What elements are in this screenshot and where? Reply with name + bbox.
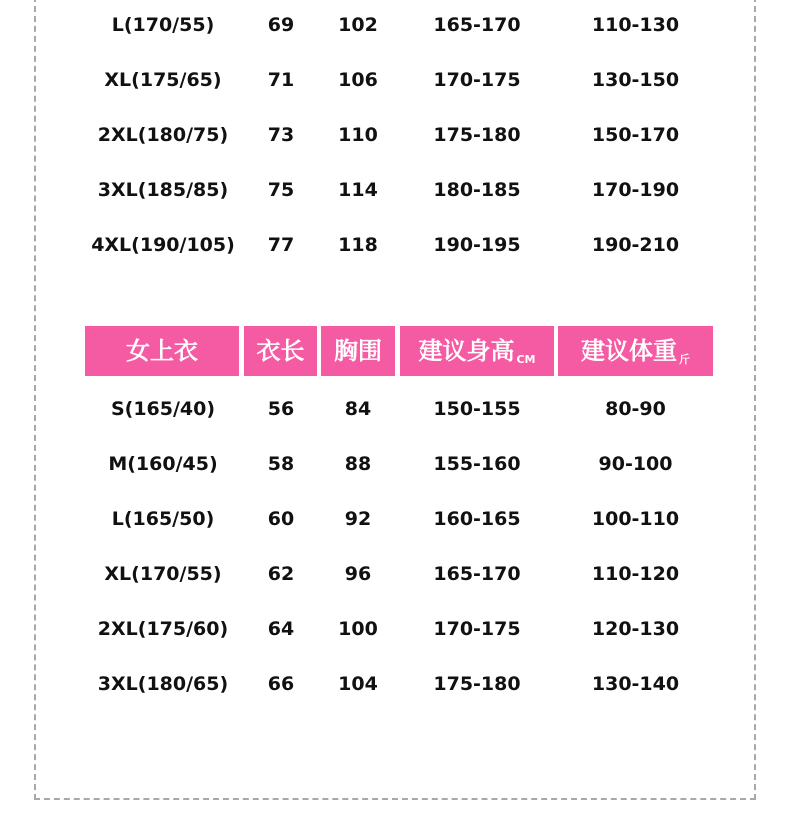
weight-cell: 130-140 <box>591 673 680 695</box>
weight-cell: 80-90 <box>605 398 666 420</box>
weight-cell: 110-130 <box>591 14 680 36</box>
table-row <box>0 614 790 644</box>
chest-cell: 92 <box>344 508 372 530</box>
size-cell: 3XL(180/65) <box>97 673 229 695</box>
table-row <box>0 394 790 424</box>
length-cell: 60 <box>267 508 295 530</box>
height-cell: 150-155 <box>433 398 521 420</box>
length-cell: 77 <box>267 234 295 256</box>
size-cell: 3XL(185/85) <box>97 179 229 201</box>
chest-cell: 100 <box>338 618 378 640</box>
size-cell: S(165/40) <box>110 398 216 420</box>
size-cell: L(165/50) <box>111 508 215 530</box>
height-unit: CM <box>516 353 536 366</box>
header-suggested-height: 建议身高 CM <box>400 326 554 376</box>
chest-cell: 114 <box>338 179 378 201</box>
size-cell: 2XL(180/75) <box>97 124 229 146</box>
height-cell: 155-160 <box>433 453 521 475</box>
chest-cell: 104 <box>338 673 378 695</box>
header-suggested-weight: 建议体重 斤 <box>558 326 713 376</box>
chest-cell: 88 <box>344 453 372 475</box>
weight-cell: 150-170 <box>591 124 680 146</box>
height-cell: 190-195 <box>433 234 521 256</box>
table-row <box>0 559 790 589</box>
chest-cell: 118 <box>338 234 378 256</box>
table-row <box>0 669 790 699</box>
weight-cell: 190-210 <box>591 234 680 256</box>
height-cell: 180-185 <box>433 179 521 201</box>
weight-cell: 110-120 <box>591 563 680 585</box>
weight-cell: 170-190 <box>591 179 680 201</box>
table-row <box>0 449 790 479</box>
chest-cell: 102 <box>338 14 378 36</box>
length-cell: 64 <box>267 618 295 640</box>
table-row <box>0 10 790 40</box>
header-chest: 胸围 <box>321 326 395 376</box>
header-length: 衣长 <box>244 326 317 376</box>
weight-unit: 斤 <box>679 353 690 366</box>
height-cell: 165-170 <box>433 563 521 585</box>
table-row <box>0 230 790 260</box>
header-women-top: 女上衣 <box>85 326 239 376</box>
height-cell: 175-180 <box>433 673 521 695</box>
length-cell: 56 <box>267 398 295 420</box>
length-cell: 58 <box>267 453 295 475</box>
table-row <box>0 504 790 534</box>
height-cell: 165-170 <box>433 14 521 36</box>
weight-cell: 120-130 <box>591 618 680 640</box>
weight-cell: 100-110 <box>591 508 680 530</box>
size-cell: 2XL(175/60) <box>97 618 229 640</box>
size-cell: 4XL(190/105) <box>91 234 235 256</box>
length-cell: 62 <box>267 563 295 585</box>
length-cell: 69 <box>267 14 295 36</box>
size-cell: XL(170/55) <box>104 563 222 585</box>
height-cell: 170-175 <box>433 69 521 91</box>
size-cell: M(160/45) <box>108 453 218 475</box>
weight-cell: 90-100 <box>598 453 673 475</box>
chest-cell: 96 <box>344 563 372 585</box>
chest-cell: 110 <box>338 124 378 146</box>
height-cell: 175-180 <box>433 124 521 146</box>
length-cell: 73 <box>267 124 295 146</box>
table-row <box>0 175 790 205</box>
chest-cell: 106 <box>338 69 378 91</box>
size-cell: XL(175/65) <box>104 69 222 91</box>
length-cell: 75 <box>267 179 295 201</box>
height-cell: 170-175 <box>433 618 521 640</box>
table-row <box>0 65 790 95</box>
length-cell: 66 <box>267 673 295 695</box>
weight-cell: 130-150 <box>591 69 680 91</box>
table-row <box>0 120 790 150</box>
size-cell: L(170/55) <box>111 14 215 36</box>
length-cell: 71 <box>267 69 295 91</box>
chest-cell: 84 <box>344 398 372 420</box>
height-cell: 160-165 <box>433 508 521 530</box>
